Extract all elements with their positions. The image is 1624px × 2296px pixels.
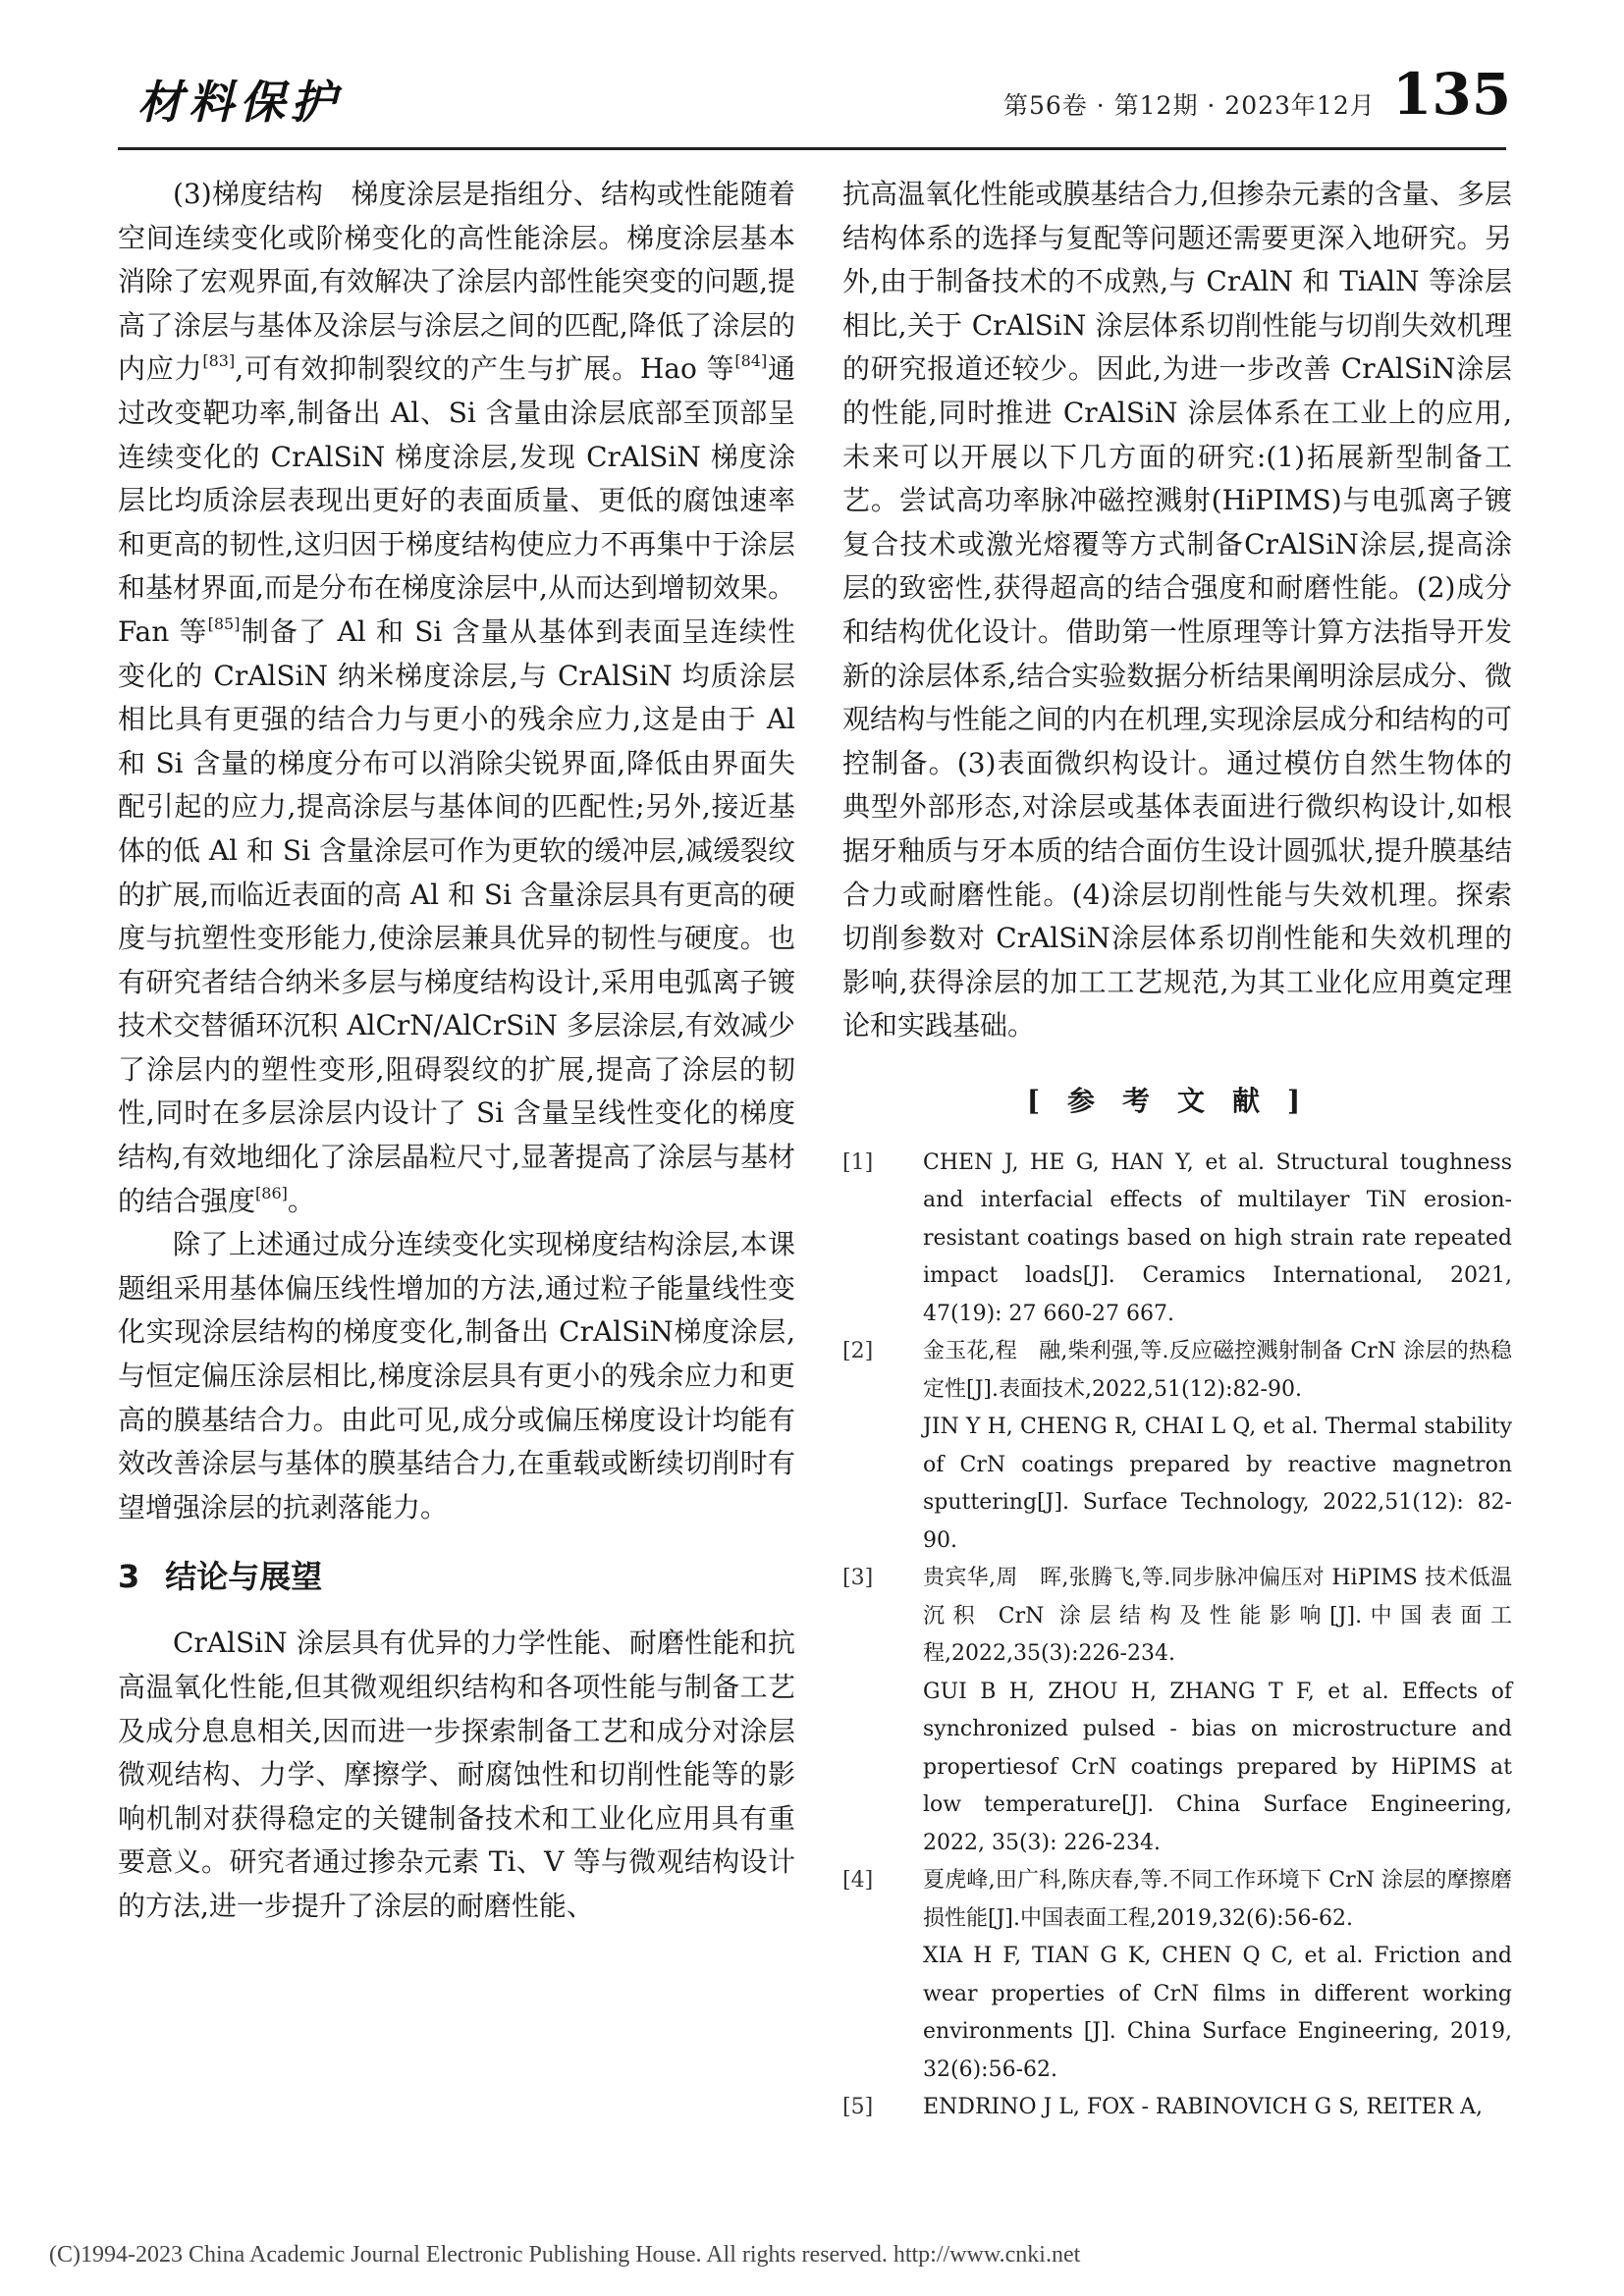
copyright-footer: (C)1994-2023 China Academic Journal Electronic Publishing House. All rights reserved. http://www.cnki.net: [49, 2242, 1081, 2268]
issue-info: 第56卷 · 第12期 · 2023年12月: [1003, 91, 1376, 120]
reference-text: 金玉花,程 融,柴利强,等.反应磁控溅射制备 CrN 涂层的热稳定性[J].表面技术,2022,51(12):82-90.: [923, 1339, 1512, 1402]
citation[interactable]: [85]: [207, 614, 241, 633]
reference-number: [1]: [842, 1149, 874, 1175]
reference-item: [842, 1862, 1512, 2089]
citation[interactable]: [86]: [255, 1183, 288, 1202]
section-title: 结论与展望: [165, 1558, 323, 1596]
reference-number: [5]: [842, 2095, 874, 2120]
reference-text: 夏虎峰,田广科,陈庆春,等.不同工作环境下 CrN 涂层的摩擦磨损性能[J].中国表面工程,2019,32(6):56-62.: [923, 1868, 1512, 1931]
reference-list: [842, 1145, 1512, 2127]
paragraph-conclusion: CrAlSiN 涂层具有优异的力学性能、耐磨性能和抗高温氧化性能,但其微观组织结构和各项性能与制备工艺及成分息息相关,因而进一步探索制备工艺和成分对涂层微观结构、力学、摩擦学、耐腐蚀性和切削性能等的影响机制对获得稳定的关键制备技术和工业化应用具有重要意义。研究者通过掺杂元素 Ti、V 等与微观结构设计的方法,进一步提升了涂层的耐磨性能、: [118, 1627, 795, 1922]
reference-text-en: XIA H F, TIAN G K, CHEN Q C, et al. Friction and wear properties of CrN films in different working environments [J]. China Surface Engineering, 2019, 32(6):56-62.: [923, 1944, 1512, 2082]
reference-number: [3]: [842, 1566, 874, 1591]
reference-item: [842, 1560, 1512, 1862]
reference-text-en: GUI B H, ZHOU H, ZHANG T F, et al. Effects of synchronized pulsed - bias on microstructure and propertiesof CrN coatings prepared by HiPIMS at low temperature[J]. China Surface Engineering, 2022, 35(3): 226-234.: [923, 1679, 1512, 1855]
reference-number: [4]: [842, 1868, 874, 1894]
paragraph-gradient-structure: (3)梯度结构 梯度涂层是指组分、结构或性能随着空间连续变化或阶梯变化的高性能涂层。梯度涂层基本消除了宏观界面,有效解决了涂层内部性能突变的问题,提高了涂层与基体及涂层与涂层之间的匹配,降低了涂层的内应力[83],可有效抑制裂纹的产生与扩展。Hao 等[84]通过改变靶功率,制备出 Al、Si 含量由涂层底部至顶部呈连续变化的 CrAlSiN 梯度涂层,发现 CrAlSiN 梯度涂层比均质涂层表现出更好的表面质量、更低的腐蚀速率和更高的韧性,这归因于梯度结构使应力不再集中于涂层和基材界面,而是分布在梯度涂层中,从而达到增韧效果。Fan 等[85]制备了 Al 和 Si 含量从基体到表面呈连续性变化的 CrAlSiN 纳米梯度涂层,与 CrAlSiN 均质涂层相比具有更强的结合力与更小的残余应力,这是由于 Al 和 Si 含量的梯度分布可以消除尖锐界面,降低由界面失配引起的应力,提高涂层与基体间的匹配性;另外,接近基体的低 Al 和 Si 含量涂层可作为更软的缓冲层,减缓裂纹的扩展,而临近表面的高 Al 和 Si 含量涂层具有更高的硬度与抗塑性变形能力,使涂层兼具优异的韧性与硬度。也有研究者结合纳米多层与梯度结构设计,采用电弧离子镀技术交替循环沉积 AlCrN/AlCrSiN 多层涂层,有效减少了涂层内的塑性变形,阻碍裂纹的扩展,提高了涂层的韧性,同时在多层涂层内设计了 Si 含量呈线性变化的梯度结构,有效地细化了涂层晶粒尺寸,显著提高了涂层与基材的结合强度[86]。: [118, 178, 796, 1217]
reference-text-en: JIN Y H, CHENG R, CHAI L Q, et al. Thermal stability of CrN coatings prepared by reactive magnetron sputtering[J]. Surface Technology, 2022,51(12): 82-90.: [923, 1415, 1512, 1553]
journal-logo: 材料保护: [137, 76, 342, 129]
paragraph-bias-gradient: 除了上述通过成分连续变化实现梯度结构涂层,本课题组采用基体偏压线性增加的方法,通过粒子能量线性变化实现涂层结构的梯度变化,制备出 CrAlSiN梯度涂层,与恒定偏压涂层相比,梯度涂层具有更小的残余应力和更高的膜基结合力。由此可见,成分或偏压梯度设计均能有效改善涂层与基体的膜基结合力,在重载或断续切削时有望增强涂层的抗剥落能力。: [118, 1228, 795, 1523]
reference-text: ENDRINO J L, FOX - RABINOVICH G S, REITER A,: [923, 2095, 1484, 2120]
reference-item: [842, 2089, 1512, 2127]
page-number: 135: [1392, 61, 1512, 128]
section-number: 3: [118, 1558, 140, 1596]
citation[interactable]: [83]: [202, 351, 236, 371]
section-heading: [118, 1557, 795, 1596]
reference-item: [842, 1145, 1512, 1334]
reference-item: [842, 1333, 1512, 1560]
right-column: [842, 173, 1512, 2127]
reference-text: 贵宾华,周 晖,张腾飞,等.同步脉冲偏压对 HiPIMS 技术低温沉积 CrN 涂层结构及性能影响[J].中国表面工程,2022,35(3):226-234.: [923, 1566, 1512, 1667]
citation[interactable]: [84]: [734, 351, 768, 371]
header-rule: [118, 147, 1506, 150]
paragraph-outlook: 抗高温氧化性能或膜基结合力,但掺杂元素的含量、多层结构体系的选择与复配等问题还需要更深入地研究。另外,由于制备技术的不成熟,与 CrAlN 和 TiAlN 等涂层相比,关于 CrAlSiN 涂层体系切削性能与切削失效机理的研究报道还较少。因此,为进一步改善 CrAlSiN涂层的性能,同时推进 CrAlSiN 涂层体系在工业上的应用,未来可以开展以下几方面的研究:(1)拓展新型制备工艺。尝试高功率脉冲磁控溅射(HiPIMS)与电弧离子镀复合技术或激光熔覆等方式制备CrAlSiN涂层,提高涂层的致密性,获得超高的结合强度和耐磨性能。(2)成分和结构优化设计。借助第一性原理等计算方法指导开发新的涂层体系,结合实验数据分析结果阐明涂层成分、微观结构与性能之间的内在机理,实现涂层成分和结构的可控制备。(3)表面微织构设计。通过模仿自然生物体的典型外部形态,对涂层或基体表面进行微织构设计,如根据牙釉质与牙本质的结合面仿生设计圆弧状,提升膜基结合力或耐磨性能。(4)涂层切削性能与失效机理。探索切削参数对 CrAlSiN涂层体系切削性能和失效机理的影响,获得涂层的加工工艺规范,为其工业化应用奠定理论和实践基础。: [842, 178, 1512, 1042]
reference-text: CHEN J, HE G, HAN Y, et al. Structural toughness and interfacial effects of multilayer TiN erosion-resistant coatings based on high strain rate repeated impact loads[J]. Ceramics International, 2021, 47(19): 27 660-27 667.: [923, 1149, 1512, 1326]
reference-number: [2]: [842, 1339, 874, 1364]
left-column: [118, 173, 795, 1929]
references-title: [参考文献]: [1026, 1084, 1328, 1117]
